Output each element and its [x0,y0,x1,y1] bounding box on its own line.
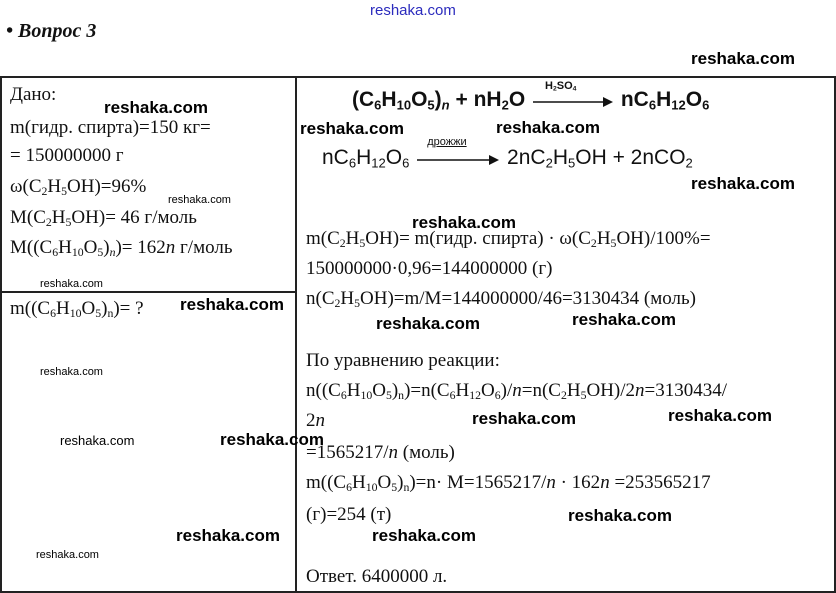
top-watermark[interactable]: reshaka.com [370,2,456,19]
solution-starch-mass-tons: (г)=254 (т) [306,504,392,525]
solution-by-equation: По уравнению реакции: [306,350,500,371]
given-mass-grams: = 150000000 г [10,145,124,166]
yeast-label: дрожжи [427,136,467,149]
find-starch-mass: $m((C_6H_{10}O_5)_n)=$ ? [10,298,144,320]
solution-ethanol-mass-value: 150000000·0,96=144000000 (г) [306,258,553,279]
watermark[interactable]: reshaka.com [168,194,231,206]
watermark[interactable]: reshaka.com [40,278,103,290]
reaction-arrow-icon [531,92,615,112]
table-top-border [0,76,836,78]
watermark[interactable]: reshaka.com [36,549,99,561]
catalyst-label: $H_2SO_4$ [544,80,577,94]
watermark[interactable]: reshaka.com [572,310,676,329]
watermark[interactable]: reshaka.com [568,506,672,525]
watermark[interactable]: reshaka.com [300,119,404,138]
given-omega: $\omega(C_2H_5OH)=96\%$ [10,176,147,198]
solution-moles-relation-cont: 2n [306,410,325,431]
watermark[interactable]: reshaka.com [691,174,795,193]
watermark[interactable]: reshaka.com [412,213,516,232]
table-left-border [0,76,2,593]
watermark[interactable]: reshaka.com [220,430,324,449]
watermark[interactable]: reshaka.com [668,406,772,425]
watermark[interactable]: reshaka.com [176,526,280,545]
solution-moles-relation: $n((C_6H_{10}O_5)_n)=n(C_6H_{12}O_6)/n=n(C_2H_5OH)/2n=3130434/$ [306,380,728,402]
answer: Ответ. 6400000 л. [306,566,448,587]
watermark[interactable]: reshaka.com [372,526,476,545]
solution-starch-moles: =1565217/n (моль) [306,442,455,463]
watermark[interactable]: reshaka.com [376,314,480,333]
solution-ethanol-moles: $n(C_2H_5OH)=m/M=144000000/46=3130434$ (моль) [306,288,696,310]
question-title: • Вопрос 3 [6,20,97,42]
given-molar-mass-starch: $M((C_6H_{10}O_5)_n)= 162n$ г/моль [10,237,233,259]
reaction-arrow-icon [415,150,501,170]
given-molar-mass-ethanol: $M(C_2H_5OH)= 46$ г/моль [10,207,197,229]
watermark[interactable]: reshaka.com [496,118,600,137]
solution-ethanol-mass: $m(C_2H_5OH)=$ m(гидр. спирта) · $\omega(C_2H_5OH)/100\%=$ [306,228,711,250]
watermark[interactable]: reshaka.com [180,295,284,314]
solution-starch-mass: $m((C_6H_{10}O_5)_n)=n\cdot M=1565217/n \cdot 162n =253565217$ [306,472,711,494]
equation-fermentation: $nC_6H_{12}O_6$ дрожжи $2nC_2H_5OH + 2nCO_2$ [322,136,693,171]
given-mass-spirit: m(гидр. спирта)=150 кг= [10,117,211,138]
watermark[interactable]: reshaka.com [472,409,576,428]
table-column-divider [295,76,297,593]
given-label: Дано: [10,84,57,105]
watermark[interactable]: reshaka.com [691,49,795,68]
watermark[interactable]: reshaka.com [60,433,135,448]
watermark[interactable]: reshaka.com [40,366,103,378]
equation-hydrolysis: $(C_6H_{10}O_5)_n + nH_2O$ $H_2SO_4$ $nC_6H_{12}O_6$ [352,80,710,113]
given-find-divider [0,291,296,293]
watermark[interactable]: reshaka.com [104,98,208,117]
